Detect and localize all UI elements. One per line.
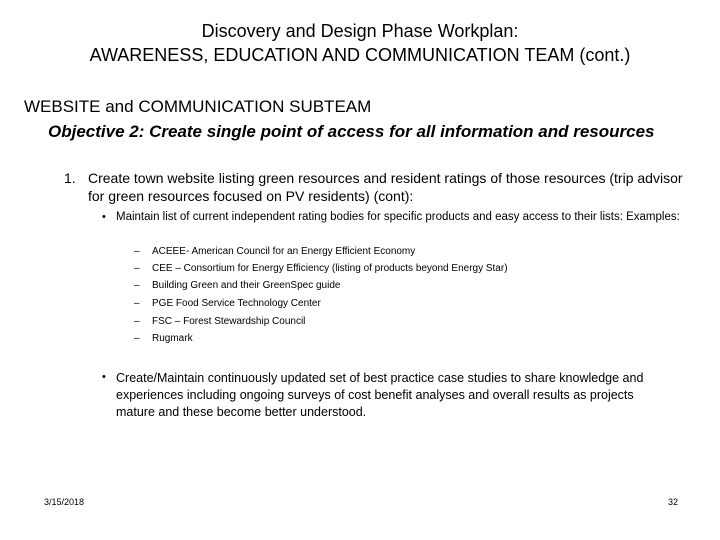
slide-title-line-2: AWARENESS, EDUCATION AND COMMUNICATION TEAM (cont.) (89, 45, 631, 65)
objective-heading: Objective 2: Create single point of access for all information and resources (48, 122, 655, 141)
dash-marker: – (134, 280, 140, 291)
example-item: FSC – Forest Stewardship Council (152, 316, 306, 327)
example-item: Rugmark (152, 333, 193, 344)
footer-date: 3/15/2018 (44, 497, 85, 507)
slide-title-line-1: Discovery and Design Phase Workplan: (201, 21, 519, 41)
dash-marker: – (134, 316, 140, 327)
item-text: Create town website listing green resources and resident ratings of those resources (trip advisor for green resources focused on PV residents) (cont): (88, 170, 683, 204)
dash-marker: – (134, 333, 140, 344)
bullet-text-case-studies: Create/Maintain continuously updated set of best practice case studies to share knowledge and experiences including ongoing surveys of cost benefit analyses and overall results as projects mature and these become better understood. (116, 371, 644, 419)
bullet-text-rating-bodies: Maintain list of current independent rating bodies for specific products and easy access to their lists: Examples: (116, 211, 680, 223)
dash-marker: – (134, 246, 140, 257)
dash-marker: – (134, 298, 140, 309)
subteam-heading: WEBSITE and COMMUNICATION SUBTEAM (24, 97, 372, 116)
example-item: ACEEE- American Council for an Energy Efficient Economy (152, 246, 416, 257)
bullet-marker: • (102, 211, 106, 223)
example-item: Building Green and their GreenSpec guide (152, 280, 341, 291)
footer-page-number: 32 (667, 497, 678, 507)
item-number: 1. (64, 170, 76, 186)
example-item: PGE Food Service Technology Center (152, 298, 321, 309)
example-item: CEE – Consortium for Energy Efficiency (listing of products beyond Energy Star) (152, 263, 508, 274)
bullet-marker: • (102, 371, 106, 383)
dash-marker: – (134, 263, 140, 274)
